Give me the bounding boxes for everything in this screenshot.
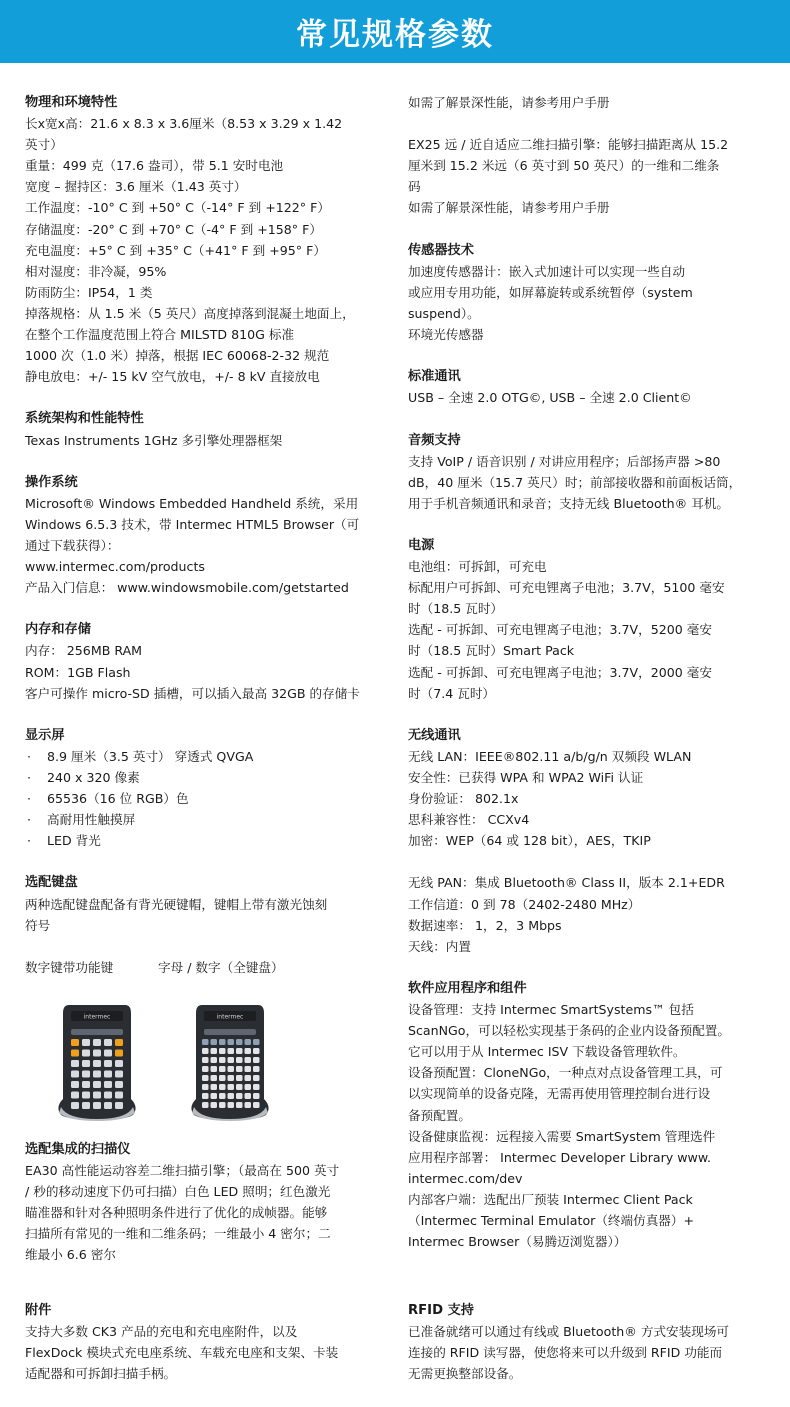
keypad-key <box>253 1075 260 1081</box>
spec-line: 维最小 6.6 密尔 <box>25 1247 117 1263</box>
keypad-key <box>202 1066 209 1072</box>
spec-line: Microsoft® Windows Embedded Handheld 系统，采用 <box>25 495 359 511</box>
spacer <box>408 345 770 366</box>
spec-line: 无线 PAN：集成 Bluetooth® Class II，版本 2.1+EDR <box>408 875 725 891</box>
spec-line: 备预配置。 <box>408 1107 471 1123</box>
keypad-key <box>71 1050 79 1057</box>
spec-line: 扫描所有常见的一维和二维条码；一维最小 4 密尔；二 <box>25 1226 331 1242</box>
keypad-key <box>253 1048 260 1054</box>
keypad-key <box>228 1039 235 1045</box>
keypad-key <box>219 1066 226 1072</box>
keypad-key <box>219 1075 226 1081</box>
section-heading: 显示屏 <box>25 727 65 743</box>
spec-line: 宽度 – 握持区：3.6 厘米（1.43 英寸） <box>25 179 247 195</box>
keypad-key <box>115 1071 123 1078</box>
keypad-key <box>82 1102 90 1109</box>
keypad-key <box>93 1071 101 1078</box>
spec-line: 加密：WEP（64 或 128 bit），AES，TKIP <box>408 833 651 849</box>
keypad-key <box>71 1102 79 1109</box>
keypad-key <box>202 1075 209 1081</box>
spec-line: www.intermec.com/products <box>25 559 205 575</box>
section-heading: 传感器技术 <box>408 242 474 258</box>
spec-line: ScanNGo，可以轻松实现基于条码的企业内设备预配置。 <box>408 1023 730 1039</box>
keypad-key <box>228 1057 235 1063</box>
keypad-key <box>228 1075 235 1081</box>
keypad-key <box>211 1066 218 1072</box>
spec-line: 英寸） <box>25 137 63 153</box>
accessories-list <box>25 1300 393 1384</box>
spacer <box>25 451 393 472</box>
bullet-item: · 65536（16 位 RGB）色 <box>25 788 393 809</box>
keypad-key <box>104 1092 112 1099</box>
keypad-key <box>82 1060 90 1067</box>
spec-line: EX25 远 / 近自适应二维扫描引擎：能够扫描距离从 15.2 <box>408 137 729 153</box>
keypad-key <box>236 1048 243 1054</box>
spec-line: 支持大多数 CK3 产品的充电和充电座附件，以及 <box>25 1324 298 1340</box>
section-heading: 音频支持 <box>408 432 461 448</box>
spec-line: 设备健康监视：远程接入需要 SmartSystem 管理选件 <box>408 1128 716 1144</box>
spec-line: 选配 - 可拆卸、可充电锂离子电池；3.7V，2000 毫安 <box>408 664 712 680</box>
keypad-key <box>211 1102 218 1108</box>
spec-line: 或应用专用功能，如屏幕旋转或系统暂停（system <box>408 284 693 300</box>
spec-line: Windows 6.5.3 技术，带 Intermec HTML5 Browser（可 <box>25 516 360 532</box>
keypad-key <box>93 1060 101 1067</box>
keypad-key <box>253 1102 260 1108</box>
keypad-key <box>245 1093 252 1099</box>
keypad-key <box>236 1084 243 1090</box>
keypad-key <box>202 1039 209 1045</box>
spec-line: 静电放电：+/- 15 kV 空气放电，+/- 8 kV 直接放电 <box>25 369 320 385</box>
keypad-key <box>104 1081 112 1088</box>
spec-line: 连接的 RFID 读写器，使您将来可以升级到 RFID 功能而 <box>408 1345 723 1361</box>
keypad-key <box>253 1039 260 1045</box>
spec-line: 长x宽x高：21.6 x 8.3 x 3.6厘米（8.53 x 3.29 x 1.42 <box>25 116 343 132</box>
spec-line: 通过下载获得）： <box>25 537 120 553</box>
spec-line: FlexDock 模块式充电座系统、车载充电座和支架、卡装 <box>25 1345 339 1361</box>
keypad-key <box>82 1039 90 1046</box>
keypad-key <box>211 1075 218 1081</box>
keypad-key <box>202 1102 209 1108</box>
spec-line: 用于手机音频通讯和录音；支持无线 Bluetooth® 耳机。 <box>408 495 730 511</box>
spec-line: 如需了解景深性能，请参考用户手册 <box>408 95 610 110</box>
spec-line: 无线 LAN：IEEE®802.11 a/b/g/n 双频段 WLAN <box>408 748 692 764</box>
keypad-key <box>236 1093 243 1099</box>
section-heading: 操作系统 <box>25 474 78 490</box>
spec-line: 码 <box>408 179 421 195</box>
bullet-item: · 240 x 320 像素 <box>25 767 393 788</box>
keypad-key <box>245 1102 252 1108</box>
keypad-key <box>93 1092 101 1099</box>
bullet-item: · 高耐用性触摸屏 <box>25 809 393 830</box>
keypad-key <box>236 1066 243 1072</box>
accessories-section <box>25 1300 393 1384</box>
section-heading: 系统架构和性能特性 <box>25 411 144 427</box>
spacer <box>25 936 393 957</box>
spec-line: EA30 高性能运动容差二维扫描引擎；（最高在 500 英寸 <box>25 1163 340 1179</box>
spec-line: 身份验证： 802.1x <box>408 791 519 807</box>
keypad-key <box>104 1039 112 1046</box>
right-spec-list <box>408 92 770 1252</box>
spec-line: 安全性：已获得 WPA 和 WPA2 WiFi 认证 <box>408 770 644 785</box>
spec-line: 数据速率： 1，2，3 Mbps <box>408 917 562 933</box>
spacer <box>408 514 770 535</box>
keypad-key <box>236 1039 243 1045</box>
spec-line: 已准备就绪可以通过有线或 Bluetooth® 方式安装现场可 <box>408 1324 730 1340</box>
spec-line: / 秒的移动速度下仍可扫描）白色 LED 照明；红色激光 <box>25 1184 331 1200</box>
spec-line: 在整个工作温度范围上符合 MILSTD 810G 标准 <box>25 327 295 343</box>
keypad-key <box>245 1057 252 1063</box>
section-heading: 无线通讯 <box>408 727 461 743</box>
keypad-key <box>245 1048 252 1054</box>
keypad-key <box>228 1093 235 1099</box>
spec-line: suspend）。 <box>408 305 480 321</box>
left-spec-list <box>25 92 393 957</box>
keypad-key <box>71 1060 79 1067</box>
keypad-key <box>245 1075 252 1081</box>
keypad-key <box>211 1084 218 1090</box>
keypad-key <box>253 1066 260 1072</box>
spec-line: dB，40 厘米（15.7 英尺）时；前部接收器和前面板话筒， <box>408 474 742 490</box>
keypad-key <box>211 1093 218 1099</box>
keypad-key <box>82 1092 90 1099</box>
keypad-key <box>71 1071 79 1078</box>
bullet-item: · LED 背光 <box>25 830 393 851</box>
keypad-key <box>211 1057 218 1063</box>
keypad-key <box>115 1060 123 1067</box>
section-heading: RFID 支持 <box>408 1303 474 1318</box>
spec-line: 符号 <box>25 917 51 933</box>
spec-line: intermec.com/dev <box>408 1170 523 1186</box>
spec-line: 工作温度：-10° C 到 +50° C（-14° F 到 +122° F） <box>25 200 330 216</box>
keypad-key <box>228 1084 235 1090</box>
keypad-key <box>202 1084 209 1090</box>
spec-line: 选配 - 可拆卸、可充电锂离子电池；3.7V，5200 毫安 <box>408 622 712 638</box>
keypad-key <box>93 1081 101 1088</box>
keypad-key <box>115 1039 123 1046</box>
spec-line: 如需了解景深性能，请参考用户手册 <box>408 200 610 216</box>
keypad-key <box>82 1081 90 1088</box>
keypad-key <box>104 1102 112 1109</box>
spec-line: 时（18.5 瓦时） <box>408 601 504 617</box>
spacer <box>25 598 393 619</box>
spec-line: （Intermec Terminal Emulator（终端仿真器）+ <box>408 1212 695 1228</box>
spec-line: 两种选配键盘配备有背光硬键帽，键帽上带有激光蚀刻 <box>25 896 328 912</box>
keypad-key <box>202 1093 209 1099</box>
page-title: 常见规格参数 <box>296 17 494 53</box>
keypad-key <box>219 1057 226 1063</box>
keypad-key <box>236 1075 243 1081</box>
handheld-numeric-keypad-icon <box>55 1003 139 1121</box>
keypad-key <box>82 1071 90 1078</box>
keypad-key <box>236 1057 243 1063</box>
section-heading: 电源 <box>408 537 435 553</box>
keypad-key <box>228 1102 235 1108</box>
keypad-labels <box>25 957 393 978</box>
keypad-key <box>71 1081 79 1088</box>
keypad-key <box>219 1093 226 1099</box>
spec-line: 内部客户端：选配出厂预装 Intermec Client Pack <box>408 1191 693 1207</box>
keypad-key <box>104 1050 112 1057</box>
spec-line: 客户可操作 micro-SD 插槽，可以插入最高 32GB 的存储卡 <box>25 685 360 701</box>
keypad-key <box>245 1066 252 1072</box>
header-banner <box>0 0 790 63</box>
keypad-key <box>219 1048 226 1054</box>
keypad-label-alpha: 字母 / 数字（全键盘） <box>158 959 284 975</box>
device-brand-label: intermec <box>216 1013 244 1021</box>
spacer <box>408 957 770 978</box>
spec-line: 天线：内置 <box>408 938 471 954</box>
keypad-key <box>115 1102 123 1109</box>
spec-line: 无需更换整部设备。 <box>408 1366 522 1382</box>
spec-line: Texas Instruments 1GHz 多引擎处理器框架 <box>25 432 283 448</box>
rfid-list <box>408 1300 770 1384</box>
keypad-key <box>245 1084 252 1090</box>
keypad-key <box>228 1066 235 1072</box>
spec-line: 充电温度：+5° C 到 +35° C（+41° F 到 +95° F） <box>25 242 326 258</box>
spec-line: 1000 次（1.0 米）掉落，根据 IEC 60068-2-32 规范 <box>25 348 330 364</box>
spacer <box>25 704 393 725</box>
spec-line: 电池组：可拆卸，可充电 <box>408 559 547 575</box>
keypad-label-numeric: 数字键带功能键 <box>25 959 114 975</box>
device-images <box>55 1003 355 1121</box>
spec-line: 思科兼容性： CCXv4 <box>408 812 530 828</box>
spec-line: 设备管理：支持 Intermec SmartSystems™ 包括 <box>408 1002 694 1018</box>
keypad-key <box>115 1092 123 1099</box>
keypad-key <box>219 1039 226 1045</box>
spec-line: 厘米到 15.2 米远（6 英寸到 50 英尺）的一维和二维条 <box>408 158 720 174</box>
section-heading: 内存和存储 <box>25 622 91 638</box>
section-heading: 物理和环境特性 <box>25 95 118 110</box>
spec-line: 防雨防尘：IP54，1 类 <box>25 284 153 300</box>
device-brand-label: intermec <box>83 1013 111 1021</box>
spec-line: 它可以用于从 Intermec ISV 下载设备管理软件。 <box>408 1044 686 1060</box>
spec-line: 支持 VoIP / 语音识别 / 对讲应用程序；后部扬声器 >80 <box>408 453 721 469</box>
spec-line: USB – 全速 2.0 OTG©, USB – 全速 2.0 Client© <box>408 390 692 406</box>
spec-line: 时（18.5 瓦时）Smart Pack <box>408 643 575 659</box>
spec-line: 应用程序部署： Intermec Developer Library www. <box>408 1149 711 1165</box>
keypad-key <box>104 1060 112 1067</box>
keypad-key <box>104 1071 112 1078</box>
spec-line: 产品入门信息： www.windowsmobile.com/getstarted <box>25 580 349 596</box>
spec-line: ROM：1GB Flash <box>25 664 131 680</box>
spec-line: 设备预配置：CloneNGo，一种点对点设备管理工具，可 <box>408 1065 723 1081</box>
keypad-key <box>115 1050 123 1057</box>
keypad-key <box>82 1050 90 1057</box>
keypad-key <box>202 1048 209 1054</box>
spacer <box>25 851 393 872</box>
spec-line: 内存： 256MB RAM <box>25 643 143 659</box>
keypad-key <box>245 1039 252 1045</box>
spacer <box>408 219 770 240</box>
spec-line: 相对湿度：非冷凝，95% <box>25 263 167 279</box>
keypad-key <box>202 1057 209 1063</box>
spec-line: 掉落规格：从 1.5 米（5 英尺）高度掉落到混凝土地面上， <box>25 305 355 321</box>
keypad-key <box>219 1084 226 1090</box>
keypad-key <box>253 1084 260 1090</box>
spec-line: 重量：499 克（17.6 盎司），带 5.1 安时电池 <box>25 158 284 174</box>
keypad-key <box>71 1039 79 1046</box>
bullet-item: · 8.9 厘米（3.5 英寸） 穿透式 QVGA <box>25 746 393 767</box>
spec-line: 标配用户可拆卸、可充电锂离子电池；3.7V，5100 毫安 <box>408 580 725 596</box>
keypad-key <box>253 1057 260 1063</box>
spec-line: 时（7.4 瓦时） <box>408 685 496 701</box>
spec-line: Intermec Browser（易腾迈浏览器）） <box>408 1234 627 1250</box>
right-column <box>408 92 770 1252</box>
spacer <box>408 851 770 872</box>
keypad-key <box>211 1039 218 1045</box>
spec-line: 加速度传感器计：嵌入式加速计可以实现一些自动 <box>408 263 686 279</box>
spacer <box>408 408 770 429</box>
spec-line: 工作信道：0 到 78（2402-2480 MHz） <box>408 896 641 912</box>
keypad-key <box>93 1102 101 1109</box>
section-heading: 选配集成的扫描仪 <box>25 1141 131 1157</box>
handheld-alpha-keypad-icon <box>188 1003 272 1121</box>
keypad-key <box>228 1048 235 1054</box>
spacer <box>25 387 393 408</box>
section-heading: 附件 <box>25 1303 52 1318</box>
spec-line: 适配器和可拆卸扫描手柄。 <box>25 1366 177 1382</box>
section-heading: 软件应用程序和组件 <box>408 980 527 996</box>
spec-line: 以实现简单的设备克隆，无需再使用管理控制台进行设 <box>408 1086 711 1102</box>
section-heading: 选配键盘 <box>25 875 78 891</box>
scanner-spec-list <box>25 1139 393 1266</box>
section-heading: 标准通讯 <box>408 369 461 385</box>
spec-line: 存储温度：-20° C 到 +70° C（-4° F 到 +158° F） <box>25 221 322 237</box>
spacer <box>408 113 770 134</box>
keypad-key <box>115 1081 123 1088</box>
rfid-section <box>408 1300 770 1384</box>
keypad-key <box>93 1050 101 1057</box>
keypad-key <box>71 1092 79 1099</box>
keypad-key <box>236 1102 243 1108</box>
keypad-key <box>93 1039 101 1046</box>
keypad-key <box>253 1093 260 1099</box>
spec-line: 环境光传感器 <box>408 327 484 343</box>
spec-line: 瞄准器和针对各种照明条件进行了优化的成帧器。能够 <box>25 1205 328 1221</box>
keypad-key <box>219 1102 226 1108</box>
keypad-key <box>211 1048 218 1054</box>
spacer <box>408 704 770 725</box>
